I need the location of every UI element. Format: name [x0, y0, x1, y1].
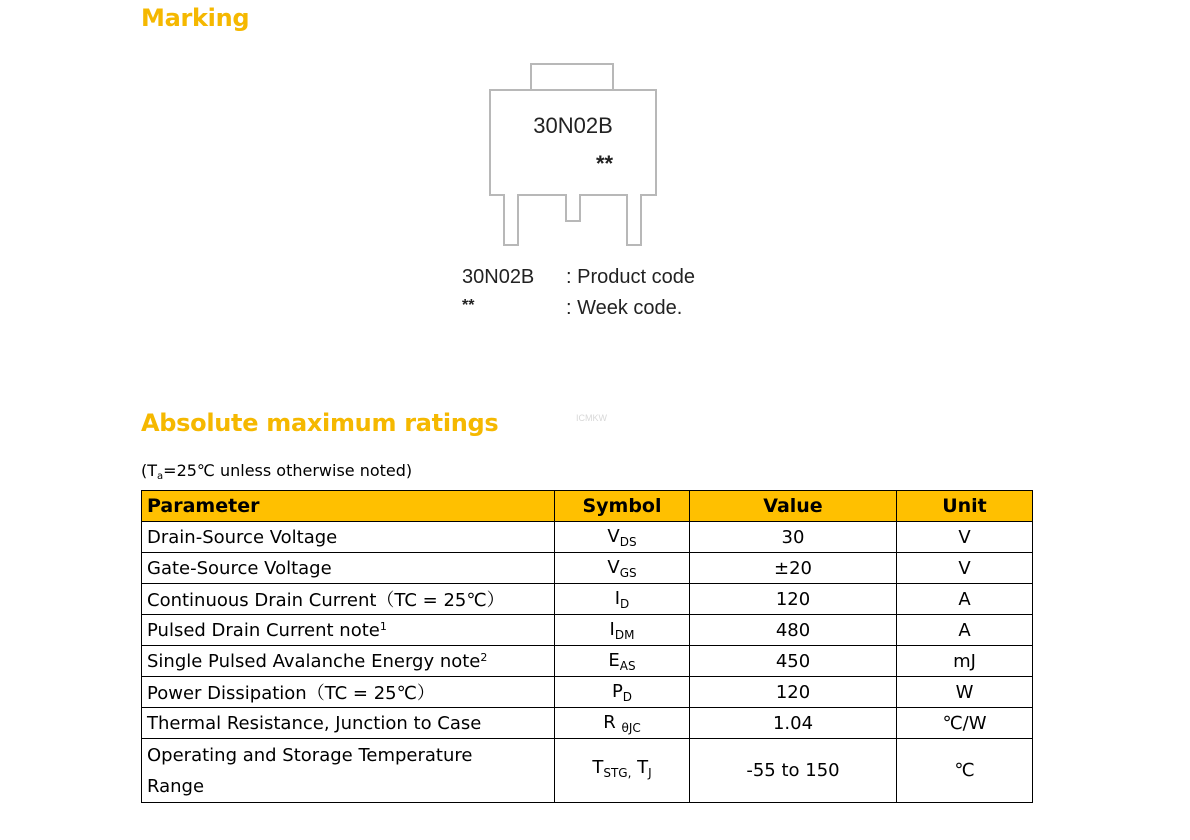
- symbol-cell: [555, 708, 690, 739]
- symbol-sub-2: J: [648, 766, 652, 780]
- table-header-row: [142, 491, 1033, 522]
- table-row: [142, 553, 1033, 584]
- value-cell: ±20: [690, 553, 897, 584]
- symbol-sub: DM: [614, 627, 635, 642]
- symbol-sub: DS: [619, 534, 637, 549]
- param-text: Gate-Source Voltage: [147, 557, 332, 579]
- symbol-text: V: [607, 525, 620, 547]
- symbol-cell: [555, 615, 690, 646]
- symbol-sub: D: [620, 596, 630, 611]
- unit-cell: V: [897, 522, 1033, 553]
- ratings-table: [141, 490, 1033, 803]
- package-tab-outline: [530, 63, 614, 91]
- symbol-cell: [555, 646, 690, 677]
- table-row: [142, 646, 1033, 677]
- value-cell: -55 to 150: [690, 739, 897, 803]
- symbol-text: T: [592, 757, 604, 778]
- param-text: Single Pulsed Avalanche Energy note: [147, 650, 481, 672]
- param-cell: [142, 522, 555, 553]
- symbol-text-2: T: [631, 757, 649, 778]
- table-row: [142, 522, 1033, 553]
- param-text: Operating and Storage Temperature Range: [147, 744, 473, 797]
- unit-cell: ℃/W: [897, 708, 1033, 739]
- param-note-sup: 2: [480, 650, 488, 664]
- symbol-text: I: [614, 587, 621, 609]
- header-parameter: Parameter: [142, 491, 555, 522]
- param-text: Pulsed Drain Current note: [147, 619, 380, 641]
- param-cell: [142, 553, 555, 584]
- package-lead-right: [626, 194, 642, 246]
- param-cell: [142, 646, 555, 677]
- value-cell: 480: [690, 615, 897, 646]
- param-text: Continuous Drain Current（TC = 25℃）: [147, 590, 505, 611]
- param-cell: [142, 615, 555, 646]
- symbol-sub: AS: [619, 658, 636, 673]
- symbol-sub: D: [622, 689, 633, 704]
- value-cell: 30: [690, 522, 897, 553]
- symbol-text: V: [607, 556, 620, 578]
- table-row: [142, 584, 1033, 615]
- param-text: Drain-Source Voltage: [147, 526, 338, 548]
- symbol-text: I: [609, 618, 615, 640]
- package-body-outline: [489, 89, 657, 196]
- param-cell: [142, 739, 555, 803]
- symbol-cell: [555, 739, 690, 803]
- conditions-suffix: =25℃ unless otherwise noted): [163, 461, 413, 480]
- conditions-note: [141, 461, 412, 482]
- legend-product-code-key: 30N02B: [462, 266, 535, 288]
- symbol-text: P: [611, 680, 623, 702]
- table-row: [142, 615, 1033, 646]
- param-cell: [142, 584, 555, 615]
- param-note-sup: 1: [379, 619, 387, 633]
- unit-cell: V: [897, 553, 1033, 584]
- package-lead-left: [503, 194, 519, 246]
- header-value: Value: [690, 491, 897, 522]
- symbol-text: R: [603, 711, 622, 733]
- symbol-sub: STG,: [603, 766, 632, 780]
- unit-cell: mJ: [897, 646, 1033, 677]
- value-cell: 1.04: [690, 708, 897, 739]
- symbol-cell: [555, 553, 690, 584]
- unit-cell: A: [897, 615, 1033, 646]
- param-text: Thermal Resistance, Junction to Case: [147, 712, 482, 734]
- table-row: [142, 739, 1033, 803]
- table-row: [142, 708, 1033, 739]
- unit-cell: A: [897, 584, 1033, 615]
- conditions-prefix: (T: [141, 461, 158, 480]
- symbol-sub: GS: [619, 565, 637, 580]
- param-cell: [142, 677, 555, 708]
- header-unit: Unit: [897, 491, 1033, 522]
- symbol-cell: [555, 677, 690, 708]
- symbol-text: E: [608, 649, 620, 671]
- legend-week-code-desc: : Week code.: [566, 297, 683, 319]
- package-lead-center: [565, 194, 581, 222]
- header-symbol: Symbol: [555, 491, 690, 522]
- table-row: [142, 677, 1033, 708]
- marking-title: Marking: [141, 4, 250, 32]
- param-text: Power Dissipation（TC = 25℃）: [147, 683, 435, 704]
- symbol-cell: [555, 584, 690, 615]
- unit-cell: W: [897, 677, 1033, 708]
- value-cell: 120: [690, 677, 897, 708]
- value-cell: 120: [690, 584, 897, 615]
- param-cell: [142, 708, 555, 739]
- conditions-sub: a: [157, 471, 164, 482]
- unit-cell: ℃: [897, 739, 1033, 803]
- legend-week-code-key: **: [462, 297, 475, 314]
- package-week-code: **: [596, 151, 614, 176]
- ratings-title: Absolute maximum ratings: [141, 409, 499, 437]
- legend-product-code-desc: : Product code: [566, 266, 695, 288]
- value-cell: 450: [690, 646, 897, 677]
- symbol-sub: θJC: [621, 720, 641, 735]
- symbol-cell: [555, 522, 690, 553]
- watermark: ICMKW: [576, 413, 607, 423]
- package-product-code: 30N02B: [533, 113, 613, 138]
